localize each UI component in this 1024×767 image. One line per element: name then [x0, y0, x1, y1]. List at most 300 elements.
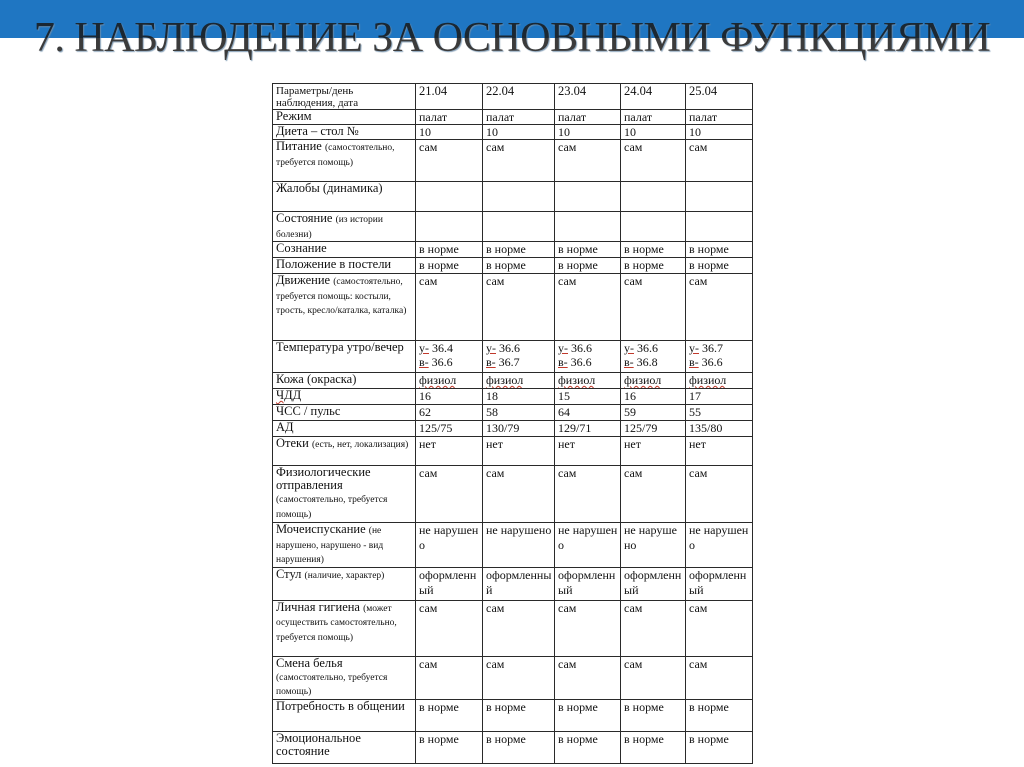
temp-value: 36.4 [432, 341, 453, 355]
cell-text: в норме [558, 242, 598, 256]
cell-text: в норме [419, 242, 459, 256]
value-cell [621, 699, 686, 731]
value-cell [555, 373, 621, 389]
value-cell [555, 600, 621, 656]
param-label: Мочеиспускание [276, 522, 366, 536]
cell-text: 64 [558, 405, 570, 419]
cell-text: 16 [419, 389, 431, 403]
param-label: Стул [276, 567, 302, 581]
value-cell [621, 341, 686, 373]
temp-prefix: у- [419, 341, 429, 355]
temp-prefix: у- [624, 341, 634, 355]
cell-text: 130/79 [486, 421, 520, 435]
param-label: Эмоциональное состояние [276, 731, 361, 758]
cell-text: сам [689, 466, 708, 480]
value-cell [416, 242, 483, 258]
temp-value: 36.6 [431, 355, 453, 369]
cell-text: 15 [558, 389, 570, 403]
value-cell [416, 182, 483, 212]
cell-text: сам [419, 466, 438, 480]
value-cell [483, 405, 555, 421]
value-cell [416, 600, 483, 656]
value-cell [416, 110, 483, 125]
cell-text: в норме [624, 731, 664, 746]
value-cell [686, 389, 753, 405]
observation-table [272, 83, 753, 764]
slide-title: 7. НАБЛЮДЕНИЕ ЗА ОСНОВНЫМИ ФУНКЦИЯМИ [33, 15, 991, 61]
param-label: ЧСС / пульс [276, 404, 341, 418]
param-label: Смена белья [276, 656, 343, 670]
value-cell [686, 600, 753, 656]
cell-text: сам [558, 140, 577, 154]
cell-text: физиол [689, 373, 727, 387]
cell-text: 55 [689, 405, 701, 419]
cell-text: в норме [558, 258, 598, 272]
value-cell [483, 523, 555, 568]
value-cell [483, 389, 555, 405]
cell-text: в норме [558, 699, 598, 714]
value-cell [483, 242, 555, 258]
value-cell [416, 567, 483, 600]
value-cell [686, 274, 753, 341]
param-cell-urination [273, 523, 416, 568]
param-label: Питание [276, 139, 322, 153]
table-row-emotional [273, 731, 753, 763]
value-cell [686, 405, 753, 421]
value-cell [686, 125, 753, 140]
temp-evening [419, 355, 480, 369]
cell-text: физиол [624, 373, 662, 387]
cell-text: сам [419, 140, 438, 154]
cell-text: оформленный [486, 567, 552, 597]
value-cell [621, 182, 686, 212]
value-cell [416, 656, 483, 699]
cell-text: физиол [419, 373, 457, 387]
param-cell-edema [273, 437, 416, 466]
value-cell [416, 341, 483, 373]
cell-text: сам [689, 274, 708, 288]
value-cell [686, 437, 753, 466]
cell-text: 125/75 [419, 421, 453, 435]
table-row-nutrition [273, 140, 753, 182]
cell-text: в норме [486, 699, 526, 714]
table-row-complaints [273, 182, 753, 212]
value-cell [483, 140, 555, 182]
table-row-skin [273, 373, 753, 389]
table-row-hr [273, 405, 753, 421]
table-row-diet [273, 125, 753, 140]
cell-text: сам [486, 466, 505, 480]
observation-sheet [272, 83, 754, 764]
temp-morning [486, 341, 552, 355]
cell-text: 129/71 [558, 421, 592, 435]
param-cell-linen [273, 656, 416, 699]
value-cell [555, 421, 621, 437]
value-cell [483, 567, 555, 600]
value-cell [621, 656, 686, 699]
param-label: Движение [276, 273, 331, 287]
cell-text: сам [419, 274, 438, 288]
value-cell [686, 140, 753, 182]
cell-text: 59 [624, 405, 636, 419]
table-row-bp [273, 421, 753, 437]
cell-text: сам [486, 274, 505, 288]
cell-text: физиол [558, 373, 596, 387]
value-cell [621, 731, 686, 763]
cell-text: 10 [486, 125, 498, 139]
cell-text: не нарушено [689, 523, 749, 552]
cell-text: 16 [624, 389, 636, 403]
value-cell [416, 373, 483, 389]
table-row-hygiene [273, 600, 753, 656]
cell-text: в норме [689, 258, 729, 272]
cell-text: в норме [689, 731, 729, 746]
value-cell [483, 466, 555, 523]
temp-prefix: у- [558, 341, 568, 355]
value-cell [555, 341, 621, 373]
param-label: АД [276, 420, 294, 434]
cell-text: 125/79 [624, 421, 658, 435]
cell-text: в норме [419, 699, 459, 714]
value-cell [621, 437, 686, 466]
table-row-stool [273, 567, 753, 600]
cell-text: 10 [689, 125, 701, 139]
value-cell [686, 731, 753, 763]
cell-text: оформленный [624, 567, 682, 597]
param-note: (есть, нет, локализация) [311, 440, 409, 450]
param-cell-diet [273, 125, 416, 140]
temp-value: 36.7 [702, 341, 723, 355]
value-cell [483, 274, 555, 341]
value-cell [555, 699, 621, 731]
cell-text: не нарушено [486, 523, 552, 537]
temp-value: 36.7 [498, 355, 520, 369]
value-cell [621, 212, 686, 242]
value-cell [686, 182, 753, 212]
value-cell [555, 242, 621, 258]
table-row-position [273, 258, 753, 274]
param-cell-position [273, 258, 416, 274]
value-cell [621, 125, 686, 140]
temp-morning [558, 341, 618, 355]
param-note: (самостоятельно, требуется помощь: костыли, трость, кресло/каталка, каталка) [276, 277, 407, 316]
value-cell [686, 656, 753, 699]
table-row-linen [273, 656, 753, 699]
cell-text: в норме [419, 731, 459, 746]
param-note: (самостоятельно, требуется помощь) [276, 143, 395, 168]
value-cell [621, 466, 686, 523]
cell-text: 17 [689, 389, 701, 403]
value-cell [416, 523, 483, 568]
value-cell [555, 125, 621, 140]
param-note: (может осуществить самостоятельно, требуется помощь) [276, 603, 397, 643]
cell-text: 10 [419, 125, 431, 139]
value-cell [555, 437, 621, 466]
cell-text: палат [689, 110, 718, 124]
value-cell [555, 212, 621, 242]
param-label: Кожа (окраска) [276, 372, 357, 386]
value-cell [686, 523, 753, 568]
date-cell: 24.04 [621, 84, 686, 110]
temp-evening [486, 355, 552, 369]
cell-text: 10 [558, 125, 570, 139]
param-note: (самостоятельно, требуется помощь) [276, 672, 388, 697]
temp-evening [624, 355, 683, 369]
param-label: Положение в постели [276, 257, 392, 271]
cell-text: палат [419, 110, 448, 124]
param-cell-bp [273, 421, 416, 437]
date-cell: 23.04 [555, 84, 621, 110]
value-cell [686, 466, 753, 523]
param-cell-state [273, 212, 416, 242]
value-cell [621, 110, 686, 125]
table-row-consciousness [273, 242, 753, 258]
param-cell-temperature [273, 341, 416, 373]
value-cell [483, 656, 555, 699]
cell-text: 62 [419, 405, 431, 419]
cell-text: сам [558, 656, 577, 671]
value-cell [555, 567, 621, 600]
value-cell [555, 405, 621, 421]
value-cell [555, 140, 621, 182]
value-cell [686, 110, 753, 125]
table-row-rr [273, 389, 753, 405]
cell-text: палат [558, 110, 587, 124]
cell-text: 135/80 [689, 421, 723, 435]
cell-text: в норме [486, 258, 526, 272]
param-cell-excretion [273, 466, 416, 523]
param-label: Сознание [276, 241, 327, 255]
date-cell: 25.04 [686, 84, 753, 110]
param-cell-movement [273, 274, 416, 341]
value-cell [621, 274, 686, 341]
value-cell [621, 140, 686, 182]
cell-text: не нарушено [558, 523, 618, 552]
cell-text: в норме [624, 699, 664, 714]
temp-prefix: у- [486, 341, 496, 355]
cell-text: сам [689, 656, 708, 671]
value-cell [416, 389, 483, 405]
value-cell [686, 341, 753, 373]
value-cell [555, 274, 621, 341]
value-cell [621, 567, 686, 600]
cell-text: не нарушено [419, 523, 479, 552]
param-label: Температура утро/вечер [276, 340, 404, 354]
value-cell [686, 373, 753, 389]
temp-evening [558, 355, 618, 369]
cell-text: в норме [486, 731, 526, 746]
param-cell-rr [273, 389, 416, 405]
table-row-movement [273, 274, 753, 341]
value-cell [416, 699, 483, 731]
value-cell [416, 125, 483, 140]
param-label: Состояние [276, 211, 333, 225]
temp-morning [419, 341, 480, 355]
value-cell [621, 389, 686, 405]
value-cell [483, 699, 555, 731]
cell-text: в норме [419, 258, 459, 272]
value-cell [555, 523, 621, 568]
param-label: Личная гигиена [276, 600, 360, 614]
cell-text: 18 [486, 389, 498, 403]
cell-text: сам [419, 600, 438, 615]
temp-evening [689, 355, 750, 369]
value-cell [483, 125, 555, 140]
cell-text: в норме [624, 258, 664, 272]
temp-value: 36.6 [499, 341, 520, 355]
cell-text: сам [689, 600, 708, 615]
cell-text: оформленный [419, 567, 477, 597]
value-cell [555, 656, 621, 699]
cell-text: нет [689, 437, 706, 451]
value-cell [621, 258, 686, 274]
value-cell [416, 140, 483, 182]
param-label: Режим [276, 109, 312, 123]
cell-text: палат [486, 110, 515, 124]
value-cell [686, 699, 753, 731]
value-cell [621, 600, 686, 656]
table-row-state [273, 212, 753, 242]
param-cell-hr [273, 405, 416, 421]
param-label: Жалобы (динамика) [276, 181, 383, 195]
param-cell-nutrition [273, 140, 416, 182]
value-cell [483, 421, 555, 437]
cell-text: сам [624, 600, 643, 615]
value-cell [416, 421, 483, 437]
header-row [273, 84, 753, 110]
value-cell [483, 212, 555, 242]
cell-text: нет [419, 437, 436, 451]
value-cell [483, 341, 555, 373]
value-cell [416, 212, 483, 242]
cell-text: сам [624, 140, 643, 154]
cell-text: в норме [624, 242, 664, 256]
table-row-temperature [273, 341, 753, 373]
param-cell-hygiene [273, 600, 416, 656]
cell-text: в норме [689, 242, 729, 256]
value-cell [555, 389, 621, 405]
table-row-edema [273, 437, 753, 466]
temp-prefix: в- [486, 355, 496, 369]
cell-text: в норме [689, 699, 729, 714]
cell-text: 58 [486, 405, 498, 419]
value-cell [416, 258, 483, 274]
temp-prefix: в- [689, 355, 699, 369]
table-row-communication [273, 699, 753, 731]
param-note: (самостоятельно, требуется помощь) [276, 495, 388, 520]
temp-morning [624, 341, 683, 355]
value-cell [621, 523, 686, 568]
param-label: Отеки [276, 436, 309, 450]
param-cell-stool [273, 567, 416, 600]
temp-prefix: в- [558, 355, 568, 369]
cell-text: в норме [486, 242, 526, 256]
cell-text: сам [558, 274, 577, 288]
value-cell [416, 437, 483, 466]
cell-text: оформленный [689, 567, 747, 597]
value-cell [621, 242, 686, 258]
value-cell [686, 212, 753, 242]
cell-text: физиол [486, 373, 524, 387]
param-note: (наличие, характер) [304, 570, 385, 581]
value-cell [483, 182, 555, 212]
param-note: (не нарушено, нарушено - вид нарушения) [276, 526, 384, 565]
value-cell [621, 373, 686, 389]
cell-text: сам [689, 140, 708, 154]
param-cell-consciousness [273, 242, 416, 258]
value-cell [483, 600, 555, 656]
cell-text: сам [624, 274, 643, 288]
value-cell [686, 567, 753, 600]
value-cell [483, 437, 555, 466]
value-cell [686, 242, 753, 258]
table-row-excretion [273, 466, 753, 523]
temp-prefix: в- [624, 355, 634, 369]
table-row-urination [273, 523, 753, 568]
value-cell [555, 466, 621, 523]
date-cell: 21.04 [416, 84, 483, 110]
cell-text: сам [624, 466, 643, 480]
cell-text: сам [624, 656, 643, 671]
value-cell [416, 731, 483, 763]
cell-text: не нарушено [624, 523, 677, 552]
value-cell [416, 466, 483, 523]
cell-text: сам [486, 600, 505, 615]
cell-text: сам [486, 656, 505, 671]
date-cell: 22.04 [483, 84, 555, 110]
param-label: Диета – стол № [276, 124, 359, 138]
param-label: Физиологические отправления [276, 465, 371, 492]
param-cell-emotional [273, 731, 416, 763]
value-cell [621, 405, 686, 421]
value-cell [483, 110, 555, 125]
value-cell [416, 405, 483, 421]
cell-text: нет [558, 437, 575, 451]
cell-text: сам [558, 466, 577, 480]
value-cell [555, 182, 621, 212]
value-cell [483, 258, 555, 274]
value-cell [483, 373, 555, 389]
param-cell-mode [273, 110, 416, 125]
param-cell-communication [273, 699, 416, 731]
cell-text: сам [419, 656, 438, 671]
cell-text: 10 [624, 125, 636, 139]
temp-value: 36.6 [571, 341, 592, 355]
param-cell-complaints [273, 182, 416, 212]
temp-prefix: в- [419, 355, 429, 369]
value-cell [483, 731, 555, 763]
temp-prefix: у- [689, 341, 699, 355]
temp-value: 36.8 [636, 355, 658, 369]
temp-value: 36.6 [570, 355, 592, 369]
cell-text: сам [486, 140, 505, 154]
cell-text: палат [624, 110, 653, 124]
value-cell [555, 258, 621, 274]
cell-text: сам [558, 600, 577, 615]
param-note: (из истории болезни) [276, 215, 383, 240]
temp-morning [689, 341, 750, 355]
table-row-mode [273, 110, 753, 125]
param-cell-skin [273, 373, 416, 389]
value-cell [555, 731, 621, 763]
value-cell [416, 274, 483, 341]
observation-table-body [273, 84, 753, 764]
temp-value: 36.6 [701, 355, 723, 369]
param-label: ЧДД [276, 388, 302, 402]
cell-text: оформленный [558, 567, 616, 597]
value-cell [686, 421, 753, 437]
cell-text: в норме [558, 731, 598, 746]
